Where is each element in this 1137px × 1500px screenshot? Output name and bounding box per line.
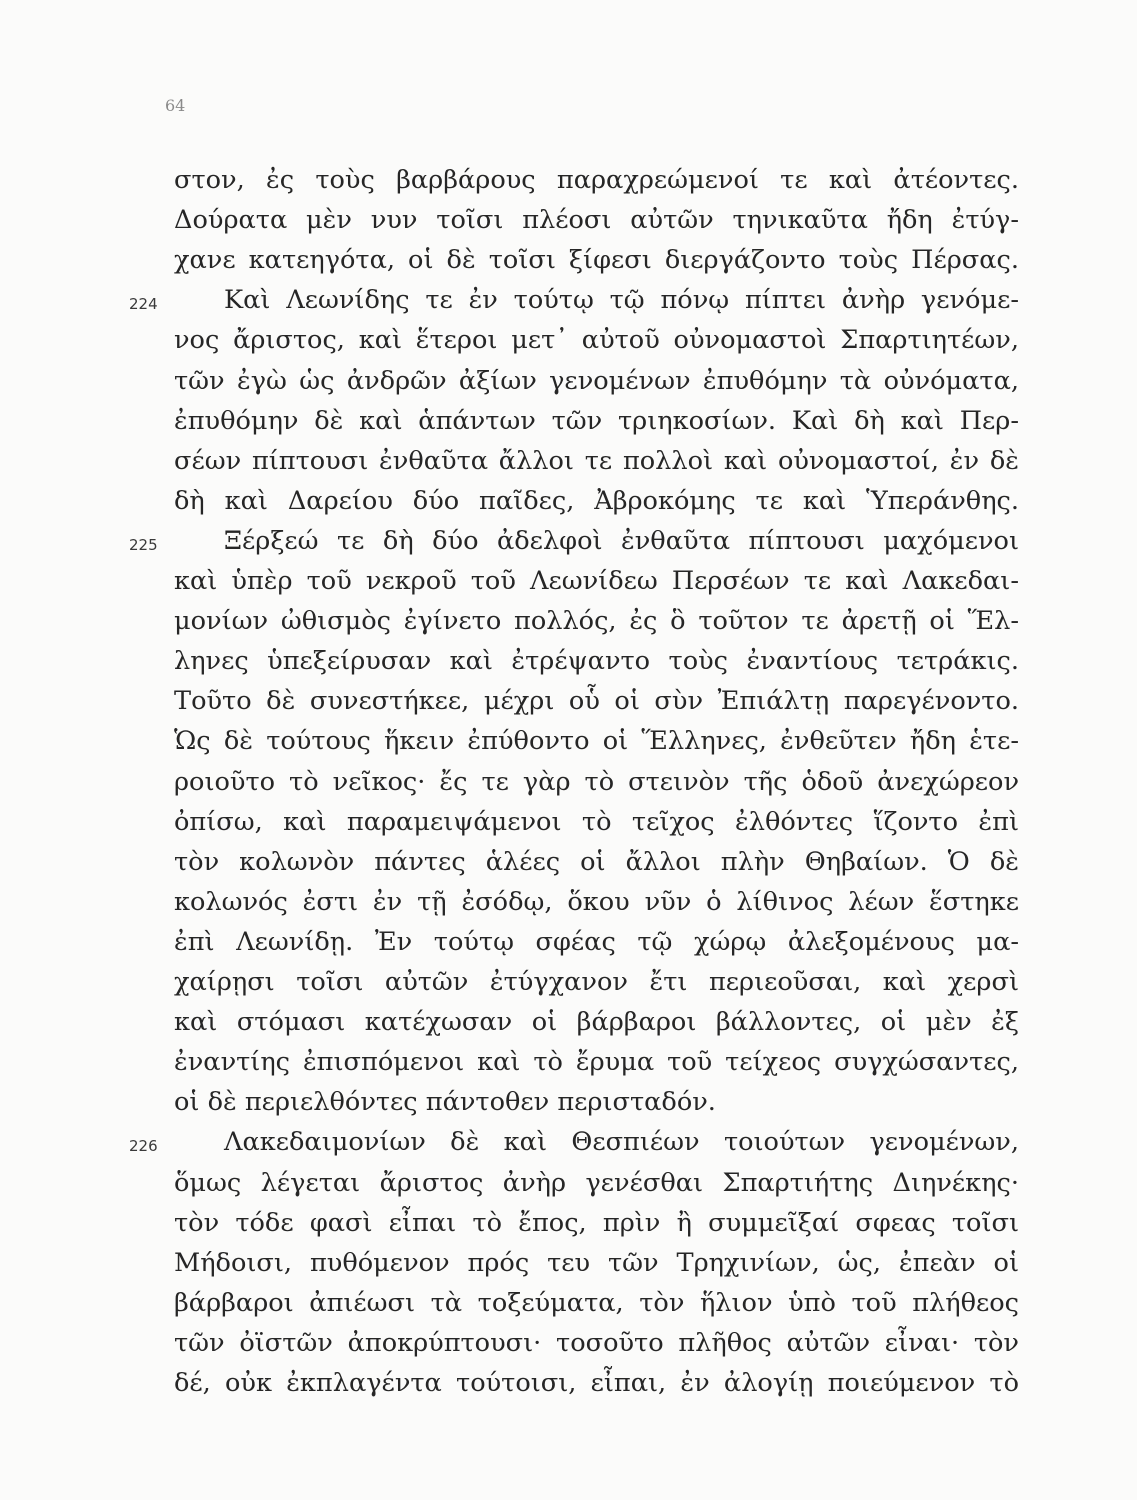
line-text: στον, ἐς τοὺς βαρβάρους παραχρεώμενοί τε καὶ ἀτέοντες. [174,165,1019,195]
text-line [174,361,1019,401]
text-line [174,962,1019,1002]
line-text: δέ, οὐκ ἐκπλαγέντα τούτοισι, εἶπαι, ἐν ἀλογίῃ ποιεύμενον τὸ [174,1368,1019,1398]
chapter-number: 226 [129,1137,158,1156]
page-number: 64 [165,96,186,115]
text-line [174,1243,1019,1283]
text-line [174,1082,1019,1122]
text-line [174,1323,1019,1363]
line-text: ἐναντίης ἐπισπόμενοι καὶ τὸ ἔρυμα τοῦ τείχεος συγχώσαντες, [174,1047,1019,1078]
line-text: τὸν τόδε φασὶ εἶπαι τὸ ἔπος, πρὶν ἢ συμμεῖξαί σφεας τοῖσι [174,1207,1019,1238]
line-text: Λακεδαιμονίων δὲ καὶ Θεσπιέων τοιούτων γενομένων, [224,1127,1019,1158]
line-text: Καὶ Λεωνίδης τε ἐν τούτῳ τῷ πόνῳ πίπτει ἀνὴρ γενόμε- [224,285,1019,316]
line-text: Μήδοισι, πυθόμενον πρός τευ τῶν Τρηχινίων, ὡς, ἐπεὰν οἱ [174,1247,1019,1278]
line-text: ὅμως λέγεται ἄριστος ἀνὴρ γενέσθαι Σπαρτιήτης Διηνέκης· [174,1167,1019,1198]
text-line [174,1163,1019,1203]
line-text: τῶν ἐγὼ ὡς ἀνδρῶν ἀξίων γενομένων ἐπυθόμην τὰ οὐνόματα, [174,365,1019,396]
text-line [174,320,1019,360]
line-text: ληνες ὑπεξείρυσαν καὶ ἐτρέψαντο τοὺς ἐναντίους τετράκις. [174,646,1019,677]
line-text: ἐπυθόμην δὲ καὶ ἁπάντων τῶν τριηκοσίων. Καὶ δὴ καὶ Περ- [174,405,1019,436]
text-line [174,240,1019,280]
text-line [174,401,1019,441]
line-text: ἐπὶ Λεωνίδῃ. Ἐν τούτῳ σφέας τῷ χώρῳ ἀλεξομένους μα- [174,926,1019,957]
chapter-number: 224 [129,295,158,314]
line-text: σέων πίπτουσι ἐνθαῦτα ἄλλοι τε πολλοὶ καὶ οὐνομαστοί, ἐν δὲ [174,445,1019,476]
text-line [174,641,1019,681]
line-text: τὸν κολωνὸν πάντες ἁλέες οἱ ἄλλοι πλὴν Θηβαίων. Ὁ δὲ [174,846,1019,877]
line-text: οἱ δὲ περιελθόντες πάντοθεν περισταδόν. [174,1087,716,1118]
text-line [174,441,1019,481]
text-line [174,721,1019,761]
line-text: κολωνός ἐστι ἐν τῇ ἐσόδῳ, ὅκου νῦν ὁ λίθινος λέων ἕστηκε [174,886,1019,917]
text-line [174,160,1019,200]
text-line [174,481,1019,521]
text-line [174,1283,1019,1323]
text-line [174,842,1019,882]
text-line [174,1002,1019,1042]
text-line [129,521,1019,561]
line-text: δὴ καὶ Δαρείου δύο παῖδες, Ἀβροκόμης τε καὶ Ὑπεράνθης. [174,485,1019,516]
text-line [174,200,1019,240]
line-text: τῶν ὀϊστῶν ἀποκρύπτουσι· τοσοῦτο πλῆθος αὐτῶν εἶναι· τὸν [174,1327,1019,1358]
text-line [174,1363,1019,1403]
text-line [174,762,1019,802]
text-line [174,922,1019,962]
text-line [174,1042,1019,1082]
line-text: ὀπίσω, καὶ παραμειψάμενοι τὸ τεῖχος ἐλθόντες ἵζοντο ἐπὶ [174,806,1019,837]
line-text: καὶ στόμασι κατέχωσαν οἱ βάρβαροι βάλλοντες, οἱ μὲν ἐξ [174,1007,1019,1038]
line-text: μονίων ὠθισμὸς ἐγίνετο πολλός, ἐς ὃ τοῦτον τε ἀρετῇ οἱ Ἕλ- [174,606,1019,637]
line-text: Τοῦτο δὲ συνεστήκεε, μέχρι οὗ οἱ σὺν Ἐπιάλτῃ παρεγένοντο. [174,686,1019,717]
text-line [174,882,1019,922]
line-text: καὶ ὑπὲρ τοῦ νεκροῦ τοῦ Λεωνίδεω Περσέων τε καὶ Λακεδαι- [174,566,1019,596]
chapter-number: 225 [129,535,158,554]
line-text: ροιοῦτο τὸ νεῖκος· ἔς τε γὰρ τὸ στεινὸν τῆς ὁδοῦ ἀνεχώρεον [174,766,1019,797]
line-text: Δούρατα μὲν νυν τοῖσι πλέοσι αὐτῶν τηνικαῦτα ἤδη ἐτύγ- [174,205,1019,236]
text-line [129,1122,1019,1162]
line-text: Ὡς δὲ τούτους ἥκειν ἐπύθοντο οἱ Ἕλληνες, ἐνθεῦτεν ἤδη ἑτε- [174,726,1019,757]
text-line [174,681,1019,721]
text-line [129,280,1019,320]
text-line [174,561,1019,601]
line-text: Ξέρξεώ τε δὴ δύο ἀδελφοὶ ἐνθαῦτα πίπτουσι μαχόμενοι [224,525,1019,556]
text-line [174,802,1019,842]
text-line [174,1203,1019,1243]
line-text: χανε κατεηγότα, οἱ δὲ τοῖσι ξίφεσι διεργάζοντο τοὺς Πέρσας. [174,245,1019,276]
line-text: νος ἄριστος, καὶ ἕτεροι μετ᾽ αὐτοῦ οὐνομαστοὶ Σπαρτιητέων, [174,325,1019,356]
line-text: βάρβαροι ἀπιέωσι τὰ τοξεύματα, τὸν ἥλιον ὑπὸ τοῦ πλήθεος [174,1287,1019,1318]
text-line [174,601,1019,641]
line-text: χαίρῃσι τοῖσι αὐτῶν ἐτύγχανον ἔτι περιεοῦσαι, καὶ χερσὶ [174,967,1019,997]
